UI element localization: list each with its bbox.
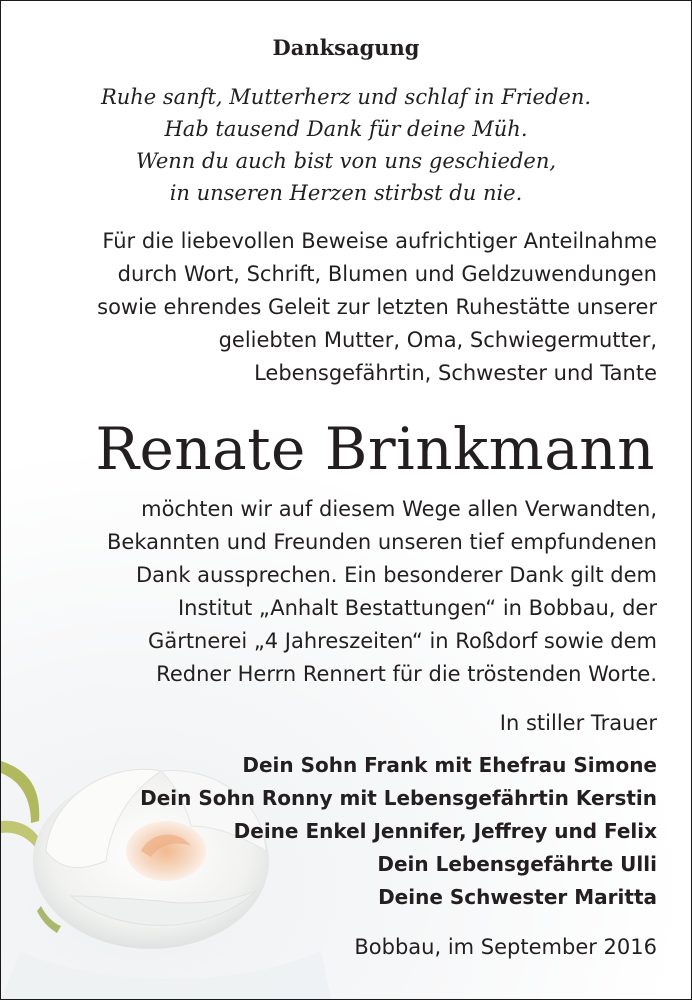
mourning-phrase: In stiller Trauer xyxy=(499,711,657,735)
signer-line: Dein Sohn Frank mit Ehefrau Simone xyxy=(242,753,657,777)
thanks-line: Institut „Anhalt Bestattungen“ in Bobbau, der xyxy=(177,596,657,620)
signer-line: Deine Schwester Maritta xyxy=(378,885,657,909)
poem-line: Hab tausend Dank für deine Müh. xyxy=(164,117,528,141)
thanks-paragraph xyxy=(21,493,657,691)
signer-line: Dein Sohn Ronny mit Lebensgefährtin Kerstin xyxy=(140,786,657,810)
thanks-line: möchten wir auf diesem Wege allen Verwandten, xyxy=(141,497,657,521)
signer-line: Dein Lebensgefährte Ulli xyxy=(377,852,657,876)
poem-line: in unseren Herzen stirbst du nie. xyxy=(169,181,523,205)
signers-list xyxy=(140,749,657,914)
place-date: Bobbau, im September 2016 xyxy=(354,935,657,959)
intro-line: durch Wort, Schrift, Blumen und Geldzuwendungen xyxy=(117,262,657,286)
notice-heading: Danksagung xyxy=(272,35,420,60)
intro-line: geliebten Mutter, Oma, Schwiegermutter, xyxy=(218,328,657,352)
poem-line: Wenn du auch bist von uns geschieden, xyxy=(135,149,557,173)
intro-paragraph xyxy=(21,225,657,390)
poem-verse xyxy=(1,81,691,209)
poem-line: Ruhe sanft, Mutterherz und schlaf in Frieden. xyxy=(100,85,592,109)
thanks-line: Redner Herrn Rennert für die tröstenden Worte. xyxy=(156,662,657,686)
signer-line: Deine Enkel Jennifer, Jeffrey und Felix xyxy=(233,819,657,843)
intro-line: Lebensgefährtin, Schwester und Tante xyxy=(254,361,657,385)
thanks-line: Gärtnerei „4 Jahreszeiten“ in Roßdorf sowie dem xyxy=(148,629,657,653)
deceased-name: Renate Brinkmann xyxy=(95,415,655,483)
thanks-line: Dank aussprechen. Ein besonderer Dank gilt dem xyxy=(136,563,657,587)
intro-line: sowie ehrendes Geleit zur letzten Ruhestätte unserer xyxy=(97,295,657,319)
intro-line: Für die liebevollen Beweise aufrichtiger Anteilnahme xyxy=(102,229,657,253)
thanks-line: Bekannten und Freunden unseren tief empfundenen xyxy=(107,530,657,554)
